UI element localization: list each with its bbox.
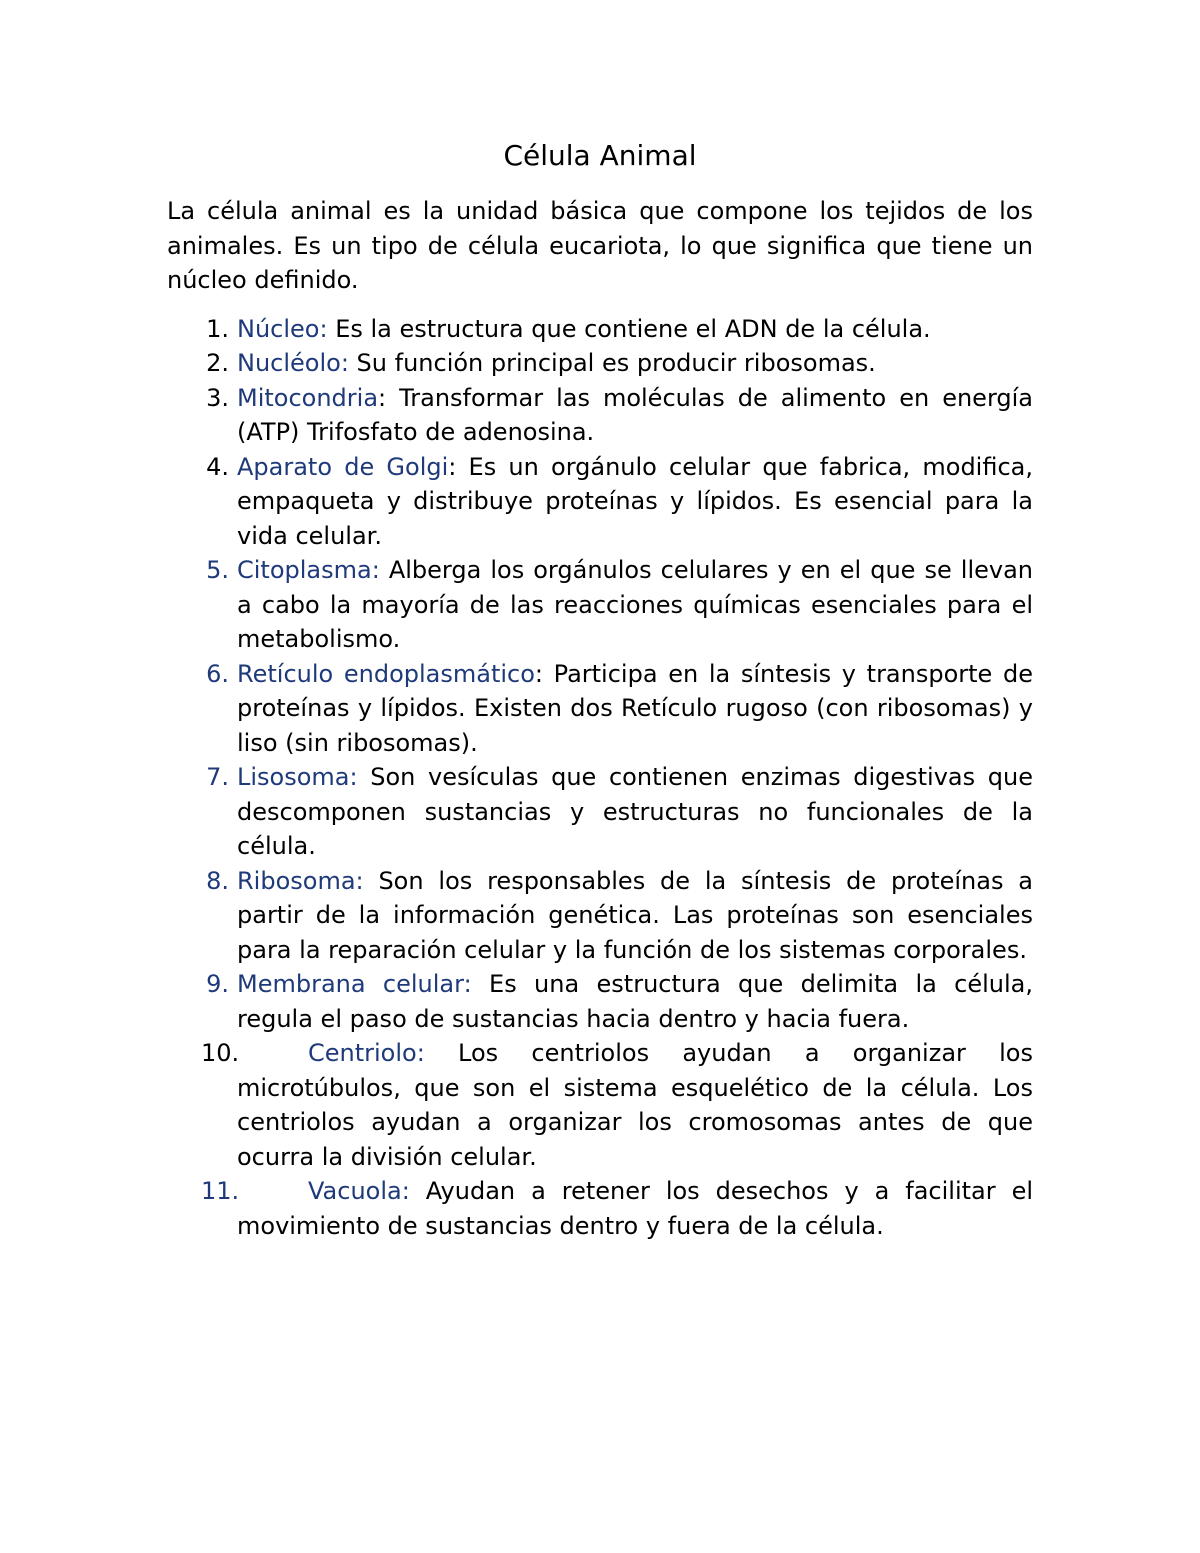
item-number: 7. [206,763,229,791]
item-term: Centriolo: [308,1039,425,1067]
item-number: 10. [201,1039,240,1067]
list-item [167,760,1033,864]
item-text: Son los responsables de la síntesis de proteínas a partir de la información genética. Las proteínas son esenciales para la reparación celular y la función de los sistemas corporales. [237,866,1033,964]
item-term: Mitocondria [237,383,379,412]
item-term: Núcleo: [237,314,328,343]
list-item [167,967,1033,1036]
item-text: Ayudan a retener los desechos y a facilitar el movimiento de sustancias dentro y fuera de la célula. [237,1177,1033,1240]
item-number: 8. [206,866,229,895]
list-item [167,381,1033,450]
intro-paragraph: La célula animal es la unidad básica que compone los tejidos de los animales. Es un tipo de célula eucariota, lo que significa que tiene un núcleo definido. [167,197,1033,294]
list-item [167,553,1033,657]
item-term: Membrana celular: [237,970,472,998]
item-text: : Es un orgánulo celular que fabrica, modifica, empaqueta y distribuye proteínas y lípidos. Es esencial para la vida celular. [237,452,1033,550]
item-text: Su función principal es producir ribosomas. [348,349,876,377]
item-term: Vacuola: [308,1177,410,1205]
item-number: 2. [206,349,229,377]
item-text: Es la estructura que contiene el ADN de la célula. [327,314,931,343]
list-item [167,346,1033,381]
item-text: Son vesículas que contienen enzimas digestivas que descomponen sustancias y estructuras no funcionales de la célula. [237,763,1033,860]
item-number: 3. [206,383,229,412]
list-item [167,864,1033,968]
item-text: Los centriolos ayudan a organizar los microtúbulos, que son el sistema esquelético de la célula. Los centriolos ayudan a organizar los cromosomas antes de que ocurra la división celular. [237,1039,1033,1171]
item-number: 6. [206,659,229,688]
item-term: Citoplasma: [237,556,380,584]
list-item [167,1174,1033,1243]
list-item [167,1036,1033,1174]
item-text: Alberga los orgánulos celulares y en el que se llevan a cabo la mayoría de las reacciones químicas esenciales para el metabolismo. [237,556,1033,653]
item-text: : Participa en la síntesis y transporte de proteínas y lípidos. Existen dos Retículo rugoso (con ribosomas) y liso (sin ribosomas). [237,659,1033,757]
list-item [167,312,1033,347]
item-number: 5. [206,556,229,584]
item-term: Aparato de Golgi [237,452,449,481]
item-number: 9. [206,970,229,998]
list-item [167,657,1033,761]
item-term: Nucléolo: [237,349,349,377]
item-term: Lisosoma: [237,763,358,791]
list-item [167,450,1033,554]
item-number: 1. [206,314,229,343]
item-number: 4. [206,452,229,481]
item-term: Retículo endoplasmático [237,659,535,688]
item-term: Ribosoma: [237,866,364,895]
organelle-list [167,312,1033,1244]
item-text: Es una estructura que delimita la célula, regula el paso de sustancias hacia dentro y hacia fuera. [237,970,1034,1033]
document-page [167,138,1033,1243]
item-number: 11. [201,1177,240,1205]
page-title: Célula Animal [503,139,697,172]
item-text: : Transformar las moléculas de alimento en energía (ATP) Trifosfato de adenosina. [237,383,1033,446]
